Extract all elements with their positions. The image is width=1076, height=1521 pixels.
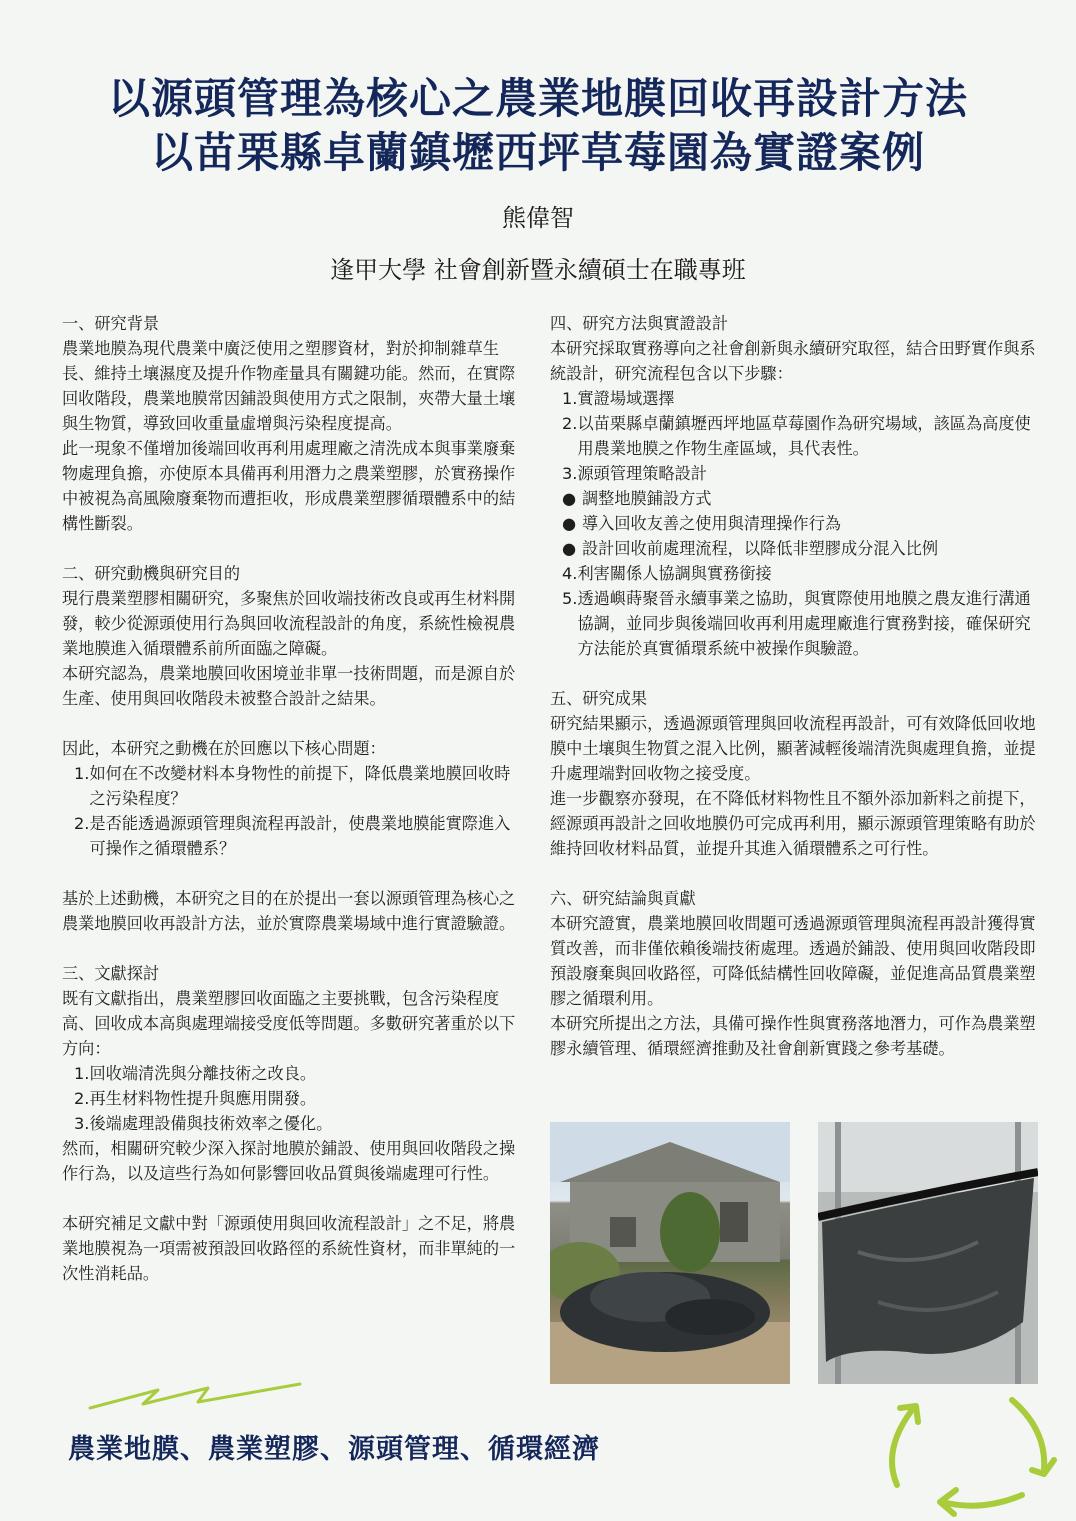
section-heading-literature: 三、文獻探討 <box>62 964 160 983</box>
method-step-2-text: 以苗栗縣卓蘭鎮壢西坪地區草莓園作為研究場域，該區為高度使用農業地膜之作物生產區域，具代表性。 <box>577 414 1031 458</box>
method-paragraph-1: 本研究採取實務導向之社會創新與永續研究取徑，結合田野實作與系統設計，研究流程包含以下步驟： <box>550 339 1036 383</box>
literature-item-2: 2.再生材料物性提升與應用開發。 <box>74 1089 317 1108</box>
section-heading-method: 四、研究方法與實證設計 <box>550 314 729 333</box>
poster-title <box>0 72 1076 180</box>
question-text-1: 如何在不改變材料本身物性的前提下，降低農業地膜回收時之污染程度？ <box>89 764 511 808</box>
question-item-2 <box>62 811 517 861</box>
method-step-5-number: 5. <box>562 589 578 608</box>
question-item-1 <box>62 761 517 811</box>
results-paragraph-2: 進一步觀察亦發現，在不降低材料物性且不額外添加新料之前提下，經源頭再設計之回收地膜仍可完成再利用，顯示源頭管理策略有助於維持回收材料品質，並提升其進入循環體系之可行性。 <box>550 789 1036 858</box>
method-bullet-2 <box>550 511 1040 536</box>
method-bullet-1 <box>550 486 1040 511</box>
conclusion-paragraph-1: 本研究證實，農業地膜回收問題可透過源頭管理與流程再設計獲得實質改善，而非僅依賴後端技術處理。透過於鋪設、使用與回收階段即預設廢棄與回收路徑，可降低結構性回收障礙，並促進高品質農業塑膠之循環利用。 <box>550 914 1036 1008</box>
motivation-paragraph-3: 因此，本研究之動機在於回應以下核心問題： <box>62 739 386 758</box>
recycle-icon <box>872 1390 1062 1518</box>
literature-paragraph-2: 然而，相關研究較少深入探討地膜於鋪設、使用與回收階段之操作行為，以及這些行為如何影響回收品質與後端處理可行性。 <box>62 1139 516 1183</box>
left-column <box>62 311 517 1286</box>
method-bullet-2-text: 導入回收友善之使用與清理操作行為 <box>582 514 841 533</box>
method-step-1: 1.實證場域選擇 <box>562 389 675 408</box>
background-paragraph-2: 此一現象不僅增加後端回收再利用處理廠之清洗成本與事業廢棄物處理負擔，亦使原本具備再利用潛力之農業塑膠，於實務操作中被視為高風險廢棄物而遭拒收，形成農業塑膠循環體系中的結構性斷裂。 <box>62 439 516 533</box>
literature-paragraph-1: 既有文獻指出，農業塑膠回收面臨之主要挑戰，包含污染程度高、回收成本高與處理端接受度低等問題。多數研究著重於以下方向： <box>62 989 516 1058</box>
title-line-1: 以源頭管理為核心之農業地膜回收再設計方法 <box>107 74 968 123</box>
literature-paragraph-3: 本研究補足文獻中對「源頭使用與回收流程設計」之不足，將農業地膜視為一項需被預設回收路徑的系統性資材，而非單純的一次性消耗品。 <box>62 1214 516 1283</box>
literature-item-1: 1.回收端清洗與分離技術之改良。 <box>74 1064 317 1083</box>
mulch-pile-illustration <box>550 1122 790 1384</box>
literature-item-3: 3.後端處理設備與技術效率之優化。 <box>74 1114 333 1133</box>
affiliation: 逢甲大學 社會創新暨永續碩士在職專班 <box>330 256 746 284</box>
motivation-paragraph-2: 本研究認為，農業地膜回收困境並非單一技術問題，而是源自於生產、使用與回收階段未被整合設計之結果。 <box>62 664 516 708</box>
section-heading-conclusion: 六、研究結論與貢獻 <box>550 889 696 908</box>
section-heading-background: 一、研究背景 <box>62 314 160 333</box>
question-number-1: 1. <box>74 764 90 783</box>
bullet-icon: ● <box>562 489 577 508</box>
section-heading-motivation: 二、研究動機與研究目的 <box>62 564 241 583</box>
right-column <box>550 311 1040 1061</box>
method-step-5 <box>550 586 1040 661</box>
motivation-paragraph-1: 現行農業塑膠相關研究，多聚焦於回收端技術改良或再生材料開發，較少從源頭使用行為與回收流程設計的角度，系統性檢視農業地膜進入循環體系前所面臨之障礙。 <box>62 589 516 658</box>
method-step-2-number: 2. <box>562 414 578 433</box>
photo-black-bag <box>818 1122 1038 1384</box>
background-paragraph-1: 農業地膜為現代農業中廣泛使用之塑膠資材，對於抑制雜草生長、維持土壤濕度及提升作物產量具有關鍵功能。然而，在實際回收階段，農業地膜常因鋪設與使用方式之限制，夾帶大量土壤與生物質，導致回收重量虛增與污染程度提高。 <box>62 339 516 433</box>
motivation-paragraph-4: 基於上述動機，本研究之目的在於提出一套以源頭管理為核心之農業地膜回收再設計方法，並於實際農業場域中進行實證驗證。 <box>62 889 516 933</box>
question-number-2: 2. <box>74 814 90 833</box>
method-bullet-1-text: 調整地膜鋪設方式 <box>582 489 712 508</box>
squiggle-line-icon <box>88 1380 303 1412</box>
method-step-5-text: 透過嶼蒔聚晉永續事業之協助，與實際使用地膜之農友進行溝通協調，並同步與後端回收再利用處理廠進行實務對接，確保研究方法能於真實循環系統中被操作與驗證。 <box>577 589 1031 658</box>
method-step-4: 4.利害關係人協調與實務銜接 <box>562 564 772 583</box>
method-bullet-3-text: 設計回收前處理流程，以降低非塑膠成分混入比例 <box>582 539 939 558</box>
method-step-3: 3.源頭管理策略設計 <box>562 464 707 483</box>
black-bag-illustration <box>818 1122 1038 1384</box>
method-bullet-3 <box>550 536 1040 561</box>
author-name: 熊偉智 <box>502 204 574 232</box>
section-heading-results: 五、研究成果 <box>550 689 648 708</box>
conclusion-paragraph-2: 本研究所提出之方法，具備可操作性與實務落地潛力，可作為農業塑膠永續管理、循環經濟推動及社會創新實踐之參考基礎。 <box>550 1014 1036 1058</box>
bullet-icon: ● <box>562 514 577 533</box>
question-text-2: 是否能透過源頭管理與流程再設計，使農業地膜能實際進入可操作之循環體系？ <box>89 814 511 858</box>
keywords: 農業地膜、農業塑膠、源頭管理、循環經濟 <box>68 1434 600 1465</box>
method-step-2 <box>550 411 1040 461</box>
photo-group <box>550 1122 1038 1386</box>
bullet-icon: ● <box>562 539 577 558</box>
results-paragraph-1: 研究結果顯示，透過源頭管理與回收流程再設計，可有效降低回收地膜中土壤與生物質之混入比例，顯著減輕後端清洗與處理負擔，並提升處理端對回收物之接受度。 <box>550 714 1036 783</box>
photo-mulch-pile <box>550 1122 790 1384</box>
title-line-2: 以苗栗縣卓蘭鎮壢西坪草莓園為實證案例 <box>150 128 925 177</box>
